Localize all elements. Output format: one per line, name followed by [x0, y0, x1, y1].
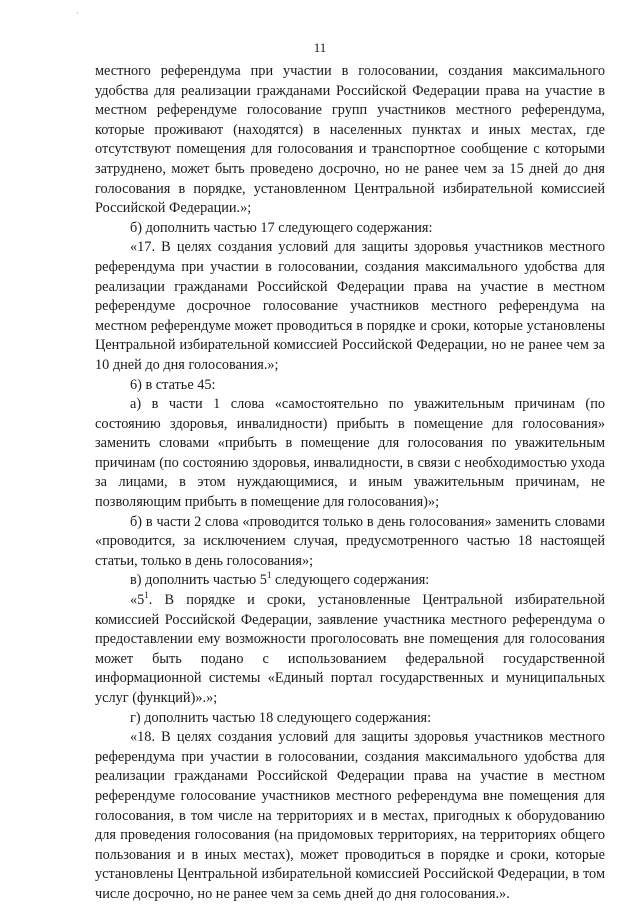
paragraph-text: . В порядке и сроки, установленные Центральной избирательной комиссией Российской Федерации, заявление участника местного референдума о предоставлении ему возможности проголосовать вне помещения для голосования может быть подано с использованием федеральной государственной информационной системы «Единый портал государственных и муниципальных услуг (функций)».»; — [95, 592, 605, 706]
paragraph-text: в) дополнить частью 5 — [130, 572, 267, 589]
paragraph-text: следующего содержания: — [271, 572, 430, 589]
paragraph — [95, 571, 605, 591]
paragraph: «17. В целях создания условий для защиты здоровья участников местного референдума при участии в голосовании, создания максимального удобства для реализации гражданами Российской Федерации права на участие в местном референдуме досрочное голосование участников местного референдума на местном референдуме может проводиться в порядке и сроки, которые установлены Центральной избирательной комиссией Российской Федерации, но не ранее чем за 10 дней до дня голосования.»; — [95, 239, 605, 373]
paragraph: б) в части 2 слова «проводится только в день голосования» заменить словами «проводится, за исключением случая, предусмотренного частью 18 настоящей статьи, только в день голосования»; — [95, 513, 605, 569]
paragraph: г) дополнить частью 18 следующего содержания: — [130, 709, 432, 726]
document-body — [95, 62, 605, 905]
corner-mark: · — [76, 9, 79, 18]
superscript: 1 — [144, 590, 149, 601]
paragraph: местного референдума при участии в голосовании, создания максимального удобства для реализации гражданами Российской Федерации права на участие в местном референдуме голосование групп участников местного референдума, которые проживают (находятся) в населенных пунктах и иных местах, где отсутствуют помещения для голосования и транспортное сообщение с которыми затруднено, может быть проведено досрочно, но не ранее чем за 15 дней до дня голосования в порядке, установленном Центральной избирательной комиссией Российской Федерации.»; — [95, 63, 605, 217]
paragraph: б) дополнить частью 17 следующего содержания: — [130, 219, 433, 236]
paragraph: а) в части 1 слова «самостоятельно по уважительным причинам (по состоянию здоровья, инвалидности) прибыть в помещение для голосования» заменить словами «прибыть в помещение для голосования по уважительным причинам (по состоянию здоровья, инвалидности, в связи с необходимостью ухода за лицами, в этом нуждающимися, и иным уважительным причинам, не позволяющим прибыть в помещение для голосования)»; — [95, 396, 605, 511]
paragraph — [95, 591, 605, 709]
page-number: 11 — [313, 40, 327, 55]
paragraph: 6) в статье 45: — [130, 376, 216, 393]
paragraph: «18. В целях создания условий для защиты здоровья участников местного референдума при участии в голосовании, создания максимального удобства для реализации гражданами Российской Федерации права на участие в местном референдуме голосование участников местного референдума вне помещения для голосования, в том числе на территориях и в местах, пригодных к оборудованию для проведения голосования (на придомовых территориях, на территориях общего пользования и в иных местах), может проводиться в порядке и сроки, которые установлены Центральной избирательной комиссией Российской Федерации, в том числе досрочно, но не ранее чем за семь дней до дня голосования.». — [95, 729, 605, 902]
superscript: 1 — [266, 570, 272, 581]
paragraph-text: «5 — [130, 592, 145, 609]
